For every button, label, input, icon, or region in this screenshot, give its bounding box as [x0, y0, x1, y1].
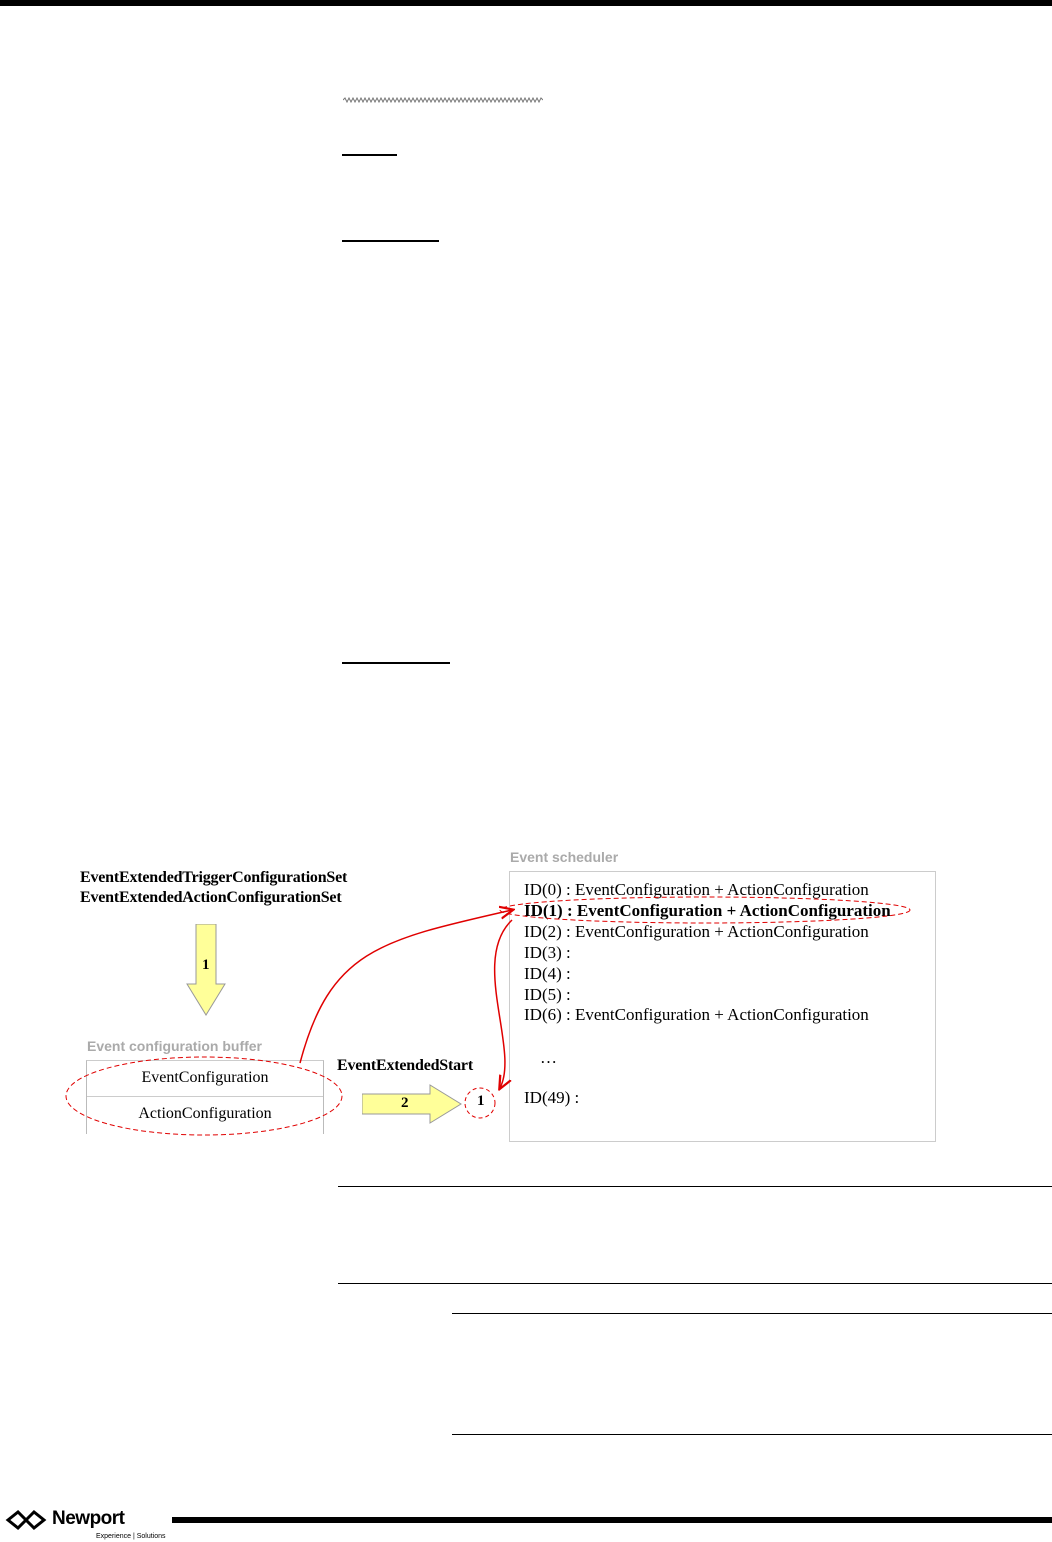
scheduler-line-5: ID(5) : [524, 985, 571, 1004]
brand-tagline: Experience | Solutions [96, 1533, 166, 1540]
wavy-underline [343, 96, 543, 104]
buffer-row-action: ActionConfiguration [138, 1105, 272, 1122]
buffer-to-scheduler-link [300, 910, 512, 1063]
newport-logo-icon [4, 1508, 50, 1532]
scheduler-line-0: ID(0) : EventConfiguration + ActionConfiguration [524, 880, 869, 899]
start-circle-label: 1 [477, 1093, 485, 1109]
scheduler-title: Event scheduler [510, 849, 619, 865]
buffer-title: Event configuration buffer [87, 1038, 262, 1054]
command-set-line-2: EventExtendedActionConfigurationSet [80, 889, 342, 906]
buffer-row-event: EventConfiguration [141, 1069, 269, 1086]
horizontal-rule-4 [452, 1434, 1052, 1435]
command-set-line-1: EventExtendedTriggerConfigurationSet [80, 869, 348, 886]
scheduler-line-6: ID(6) : EventConfiguration + ActionConfiguration [524, 1005, 869, 1024]
step1-label: 1 [202, 957, 210, 973]
scheduler-line-4: ID(4) : [524, 964, 571, 983]
footer-rule [172, 1517, 1052, 1523]
horizontal-rule-3 [452, 1313, 1052, 1314]
section-underline-3 [342, 662, 450, 664]
section-underline-1 [342, 154, 397, 156]
scheduler-line-49: ID(49) : [524, 1088, 580, 1107]
horizontal-rule-1 [338, 1186, 1052, 1187]
event-configuration-buffer [86, 1060, 324, 1134]
horizontal-rule-2 [338, 1283, 1052, 1284]
top-rule [0, 0, 1052, 6]
step2-label: 2 [401, 1095, 409, 1111]
buffer-divider [87, 1096, 323, 1097]
section-underline-2 [342, 240, 439, 242]
scheduler-line-1: ID(1) : EventConfiguration + ActionConfiguration [524, 901, 891, 920]
step2-right-arrow [362, 1084, 462, 1124]
scheduler-line-3: ID(3) : [524, 943, 571, 962]
scheduler-line-2: ID(2) : EventConfiguration + ActionConfiguration [524, 922, 869, 941]
scheduler-ellipsis: … [540, 1048, 557, 1067]
brand-name: Newport [52, 1508, 125, 1529]
event-scheduler [509, 871, 936, 1142]
start-command-label: EventExtendedStart [337, 1057, 473, 1074]
